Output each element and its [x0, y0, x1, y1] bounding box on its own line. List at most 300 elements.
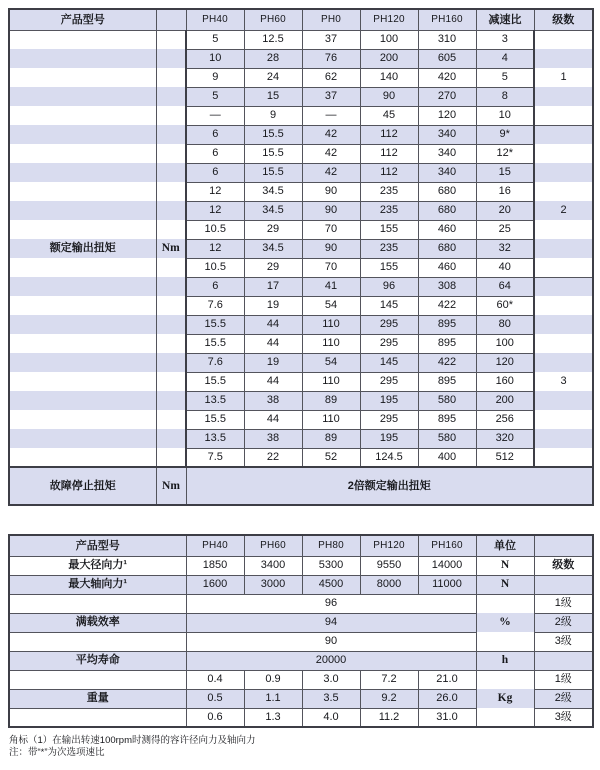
value-cell: 44: [244, 410, 302, 429]
value-cell: 4.0: [302, 708, 360, 727]
life-label: 平均寿命: [9, 651, 186, 670]
stage-cell: [534, 125, 593, 144]
label-spacer: [9, 68, 156, 87]
stage-cell: [534, 258, 593, 277]
value-cell: 6: [186, 277, 244, 296]
product-model-header: 产品型号: [9, 9, 156, 30]
value-cell: 420: [418, 68, 476, 87]
unit-spacer: [156, 448, 186, 467]
label-spacer: [9, 594, 186, 613]
torque-table-row: [9, 258, 593, 277]
value-cell: 15.5: [186, 410, 244, 429]
value-cell: 155: [360, 220, 418, 239]
stage-cell: [534, 315, 593, 334]
unit-spacer: [156, 201, 186, 220]
stage-cell: [534, 182, 593, 201]
torque-table-row: [9, 87, 593, 106]
value-cell: 195: [360, 391, 418, 410]
value-cell: 110: [302, 334, 360, 353]
value-cell: 6: [186, 125, 244, 144]
ratio-cell: 160: [476, 372, 534, 391]
efficiency-value: 94: [186, 613, 476, 632]
torque-table-row: [9, 315, 593, 334]
torque-table-row: [9, 49, 593, 68]
unit-spacer: [156, 144, 186, 163]
value-cell: 340: [418, 144, 476, 163]
value-cell: 29: [244, 220, 302, 239]
unit-cell: N: [476, 556, 534, 575]
unit-spacer: [156, 372, 186, 391]
stage-cell: 3级: [534, 708, 593, 727]
unit-header: 单位: [476, 535, 534, 556]
unit-spacer: [476, 708, 534, 727]
label-spacer: [9, 49, 156, 68]
value-cell: 44: [244, 315, 302, 334]
value-cell: 19: [244, 296, 302, 315]
torque-table-row: [9, 182, 593, 201]
stage-cell: [534, 30, 593, 49]
value-cell: 3000: [244, 575, 302, 594]
value-cell: 12: [186, 239, 244, 258]
model-header-ph160: PH160: [418, 535, 476, 556]
ratio-cell: 15: [476, 163, 534, 182]
ratio-header: 减速比: [476, 9, 534, 30]
unit-spacer: [156, 125, 186, 144]
value-cell: 22: [244, 448, 302, 467]
efficiency-row-3: [9, 632, 593, 651]
ratio-cell: 4: [476, 49, 534, 68]
unit-spacer: [156, 391, 186, 410]
label-spacer: [9, 708, 186, 727]
value-cell: 42: [302, 125, 360, 144]
model-header-ph120: PH120: [360, 9, 418, 30]
value-cell: 195: [360, 429, 418, 448]
specs-table: [8, 534, 594, 728]
label-spacer: [9, 30, 156, 49]
value-cell: 680: [418, 201, 476, 220]
value-cell: 41: [302, 277, 360, 296]
value-cell: 145: [360, 296, 418, 315]
unit-spacer: [156, 30, 186, 49]
value-cell: 460: [418, 220, 476, 239]
value-cell: 120: [418, 106, 476, 125]
stage-cell: [534, 239, 593, 258]
torque-table-row: [9, 296, 593, 315]
value-cell: 70: [302, 258, 360, 277]
ratio-cell: 25: [476, 220, 534, 239]
stage-group-label: 2: [534, 201, 593, 220]
value-cell: 310: [418, 30, 476, 49]
value-cell: 10.5: [186, 220, 244, 239]
model-header-ph120: PH120: [360, 535, 418, 556]
value-cell: 0.6: [186, 708, 244, 727]
torque-table-row: [9, 220, 593, 239]
efficiency-label: 满载效率: [9, 613, 186, 632]
value-cell: 1.1: [244, 689, 302, 708]
value-cell: 145: [360, 353, 418, 372]
torque-table-row: [9, 30, 593, 49]
value-cell: 5: [186, 87, 244, 106]
product-model-header: 产品型号: [9, 535, 186, 556]
value-cell: 28: [244, 49, 302, 68]
value-cell: 89: [302, 391, 360, 410]
value-cell: 90: [302, 182, 360, 201]
footnote-line: 角标（1）在输出转速100rpm时测得的容许径向力及轴向力: [9, 735, 256, 746]
ratio-cell: 40: [476, 258, 534, 277]
label-spacer: [9, 163, 156, 182]
value-cell: 13.5: [186, 429, 244, 448]
value-cell: 76: [302, 49, 360, 68]
model-header-ph0: PH0: [302, 9, 360, 30]
torque-table-row: [9, 163, 593, 182]
ratio-cell: 60*: [476, 296, 534, 315]
specs-header-row: [9, 535, 593, 556]
ratio-cell: 3: [476, 30, 534, 49]
value-cell: 580: [418, 391, 476, 410]
value-cell: 7.2: [360, 670, 418, 689]
label-spacer: [9, 258, 156, 277]
value-cell: 580: [418, 429, 476, 448]
value-cell: 15.5: [186, 372, 244, 391]
value-cell: 10.5: [186, 258, 244, 277]
value-cell: 200: [360, 49, 418, 68]
value-cell: 3.5: [302, 689, 360, 708]
torque-table-row: [9, 68, 593, 87]
label-spacer: [9, 182, 156, 201]
stages-header: 级数: [534, 9, 593, 30]
model-header-ph60: PH60: [244, 535, 302, 556]
unit-spacer: [476, 670, 534, 689]
ratio-cell: 32: [476, 239, 534, 258]
value-cell: 15.5: [186, 315, 244, 334]
value-cell: 340: [418, 125, 476, 144]
value-cell: 15.5: [244, 163, 302, 182]
value-cell: 9.2: [360, 689, 418, 708]
unit-spacer: [156, 220, 186, 239]
unit-spacer: [156, 163, 186, 182]
value-cell: 112: [360, 163, 418, 182]
label-spacer: [9, 106, 156, 125]
stage-cell: [534, 334, 593, 353]
value-cell: —: [302, 106, 360, 125]
efficiency-row-2: [9, 613, 593, 632]
value-cell: 340: [418, 163, 476, 182]
unit-column-header: [156, 9, 186, 30]
value-cell: 12.5: [244, 30, 302, 49]
label-spacer: [9, 125, 156, 144]
value-cell: 38: [244, 391, 302, 410]
unit-spacer: [156, 334, 186, 353]
value-cell: 42: [302, 163, 360, 182]
value-cell: 52: [302, 448, 360, 467]
label-spacer: [9, 144, 156, 163]
value-cell: 26.0: [418, 689, 476, 708]
value-cell: 8000: [360, 575, 418, 594]
torque-table-row: [9, 277, 593, 296]
value-cell: 0.4: [186, 670, 244, 689]
value-cell: 15.5: [244, 144, 302, 163]
value-cell: 400: [418, 448, 476, 467]
value-cell: 54: [302, 353, 360, 372]
stage-cell: [534, 220, 593, 239]
ratio-cell: 16: [476, 182, 534, 201]
value-cell: 13.5: [186, 391, 244, 410]
label-spacer: [9, 429, 156, 448]
unit-cell: Kg: [476, 689, 534, 708]
axial-force-row: [9, 575, 593, 594]
unit-cell: %: [476, 613, 534, 632]
footnote-line: 注：带“*”为次选项速比: [9, 747, 105, 758]
value-cell: 44: [244, 372, 302, 391]
stage-cell: [534, 163, 593, 182]
efficiency-value: 96: [186, 594, 476, 613]
ratio-cell: 64: [476, 277, 534, 296]
value-cell: 9: [244, 106, 302, 125]
torque-table-row: [9, 429, 593, 448]
value-cell: 11.2: [360, 708, 418, 727]
value-cell: 895: [418, 372, 476, 391]
stage-cell: [534, 391, 593, 410]
unit-spacer: [156, 258, 186, 277]
ratio-cell: 10: [476, 106, 534, 125]
life-value: 20000: [186, 651, 476, 670]
value-cell: 110: [302, 315, 360, 334]
stage-group-label: 3: [534, 372, 593, 391]
value-cell: 96: [360, 277, 418, 296]
value-cell: 19: [244, 353, 302, 372]
stage-cell: 3级: [534, 632, 593, 651]
stall-torque-row: [9, 467, 593, 505]
value-cell: 38: [244, 429, 302, 448]
value-cell: 31.0: [418, 708, 476, 727]
ratio-cell: 320: [476, 429, 534, 448]
value-cell: 295: [360, 315, 418, 334]
value-cell: 1.3: [244, 708, 302, 727]
label-spacer: [9, 277, 156, 296]
empty-header-cell: [534, 535, 593, 556]
value-cell: 7.6: [186, 296, 244, 315]
stage-cell: [534, 410, 593, 429]
value-cell: 44: [244, 334, 302, 353]
label-spacer: [9, 410, 156, 429]
life-row: [9, 651, 593, 670]
value-cell: 12: [186, 182, 244, 201]
model-header-ph40: PH40: [186, 9, 244, 30]
model-header-ph80: PH80: [302, 535, 360, 556]
torque-table-row: [9, 239, 593, 258]
weight-row-2: [9, 689, 593, 708]
value-cell: 15.5: [244, 125, 302, 144]
stage-cell: [534, 296, 593, 315]
unit-spacer: [156, 410, 186, 429]
unit-spacer: [156, 106, 186, 125]
value-cell: 140: [360, 68, 418, 87]
ratio-cell: 5: [476, 68, 534, 87]
radial-force-row: [9, 556, 593, 575]
stall-torque-unit: Nm: [156, 467, 186, 505]
value-cell: 5: [186, 30, 244, 49]
ratio-cell: 256: [476, 410, 534, 429]
unit-cell: N: [476, 575, 534, 594]
torque-table-row: [9, 144, 593, 163]
torque-table-row: [9, 448, 593, 467]
value-cell: 235: [360, 239, 418, 258]
value-cell: 10: [186, 49, 244, 68]
empty-cell: [534, 575, 593, 594]
weight-label: 重量: [9, 689, 186, 708]
ratio-cell: 512: [476, 448, 534, 467]
stage-cell: [534, 429, 593, 448]
value-cell: 11000: [418, 575, 476, 594]
torque-table-row: [9, 125, 593, 144]
stage-cell: 2级: [534, 689, 593, 708]
value-cell: 34.5: [244, 201, 302, 220]
value-cell: 90: [302, 239, 360, 258]
unit-spacer: [156, 296, 186, 315]
value-cell: 9: [186, 68, 244, 87]
value-cell: 110: [302, 410, 360, 429]
value-cell: 270: [418, 87, 476, 106]
value-cell: 7.6: [186, 353, 244, 372]
label-spacer: [9, 220, 156, 239]
value-cell: 15: [244, 87, 302, 106]
model-header-ph60: PH60: [244, 9, 302, 30]
value-cell: 34.5: [244, 182, 302, 201]
value-cell: 4500: [302, 575, 360, 594]
ratio-cell: 8: [476, 87, 534, 106]
value-cell: 24: [244, 68, 302, 87]
label-spacer: [9, 296, 156, 315]
value-cell: 42: [302, 144, 360, 163]
unit-spacer: [156, 277, 186, 296]
value-cell: 37: [302, 87, 360, 106]
value-cell: 15.5: [186, 334, 244, 353]
unit-spacer: [156, 68, 186, 87]
unit-spacer: [156, 87, 186, 106]
empty-cell: [534, 651, 593, 670]
weight-row-1: [9, 670, 593, 689]
model-header-ph40: PH40: [186, 535, 244, 556]
unit-spacer: [156, 353, 186, 372]
value-cell: 124.5: [360, 448, 418, 467]
value-cell: 1850: [186, 556, 244, 575]
value-cell: 5300: [302, 556, 360, 575]
value-cell: 295: [360, 334, 418, 353]
torque-table-row: [9, 353, 593, 372]
value-cell: 12: [186, 201, 244, 220]
value-cell: 6: [186, 163, 244, 182]
value-cell: 0.9: [244, 670, 302, 689]
torque-table-row: [9, 410, 593, 429]
stages-label-cell: 级数: [534, 556, 593, 575]
stage-cell: [534, 277, 593, 296]
value-cell: 155: [360, 258, 418, 277]
value-cell: 308: [418, 277, 476, 296]
torque-row-unit: Nm: [156, 239, 186, 258]
ratio-cell: 9*: [476, 125, 534, 144]
ratio-cell: 120: [476, 353, 534, 372]
value-cell: 422: [418, 353, 476, 372]
value-cell: 0.5: [186, 689, 244, 708]
value-cell: 21.0: [418, 670, 476, 689]
value-cell: 295: [360, 410, 418, 429]
ratio-cell: 200: [476, 391, 534, 410]
value-cell: 37: [302, 30, 360, 49]
label-spacer: [9, 391, 156, 410]
value-cell: 1600: [186, 575, 244, 594]
value-cell: 62: [302, 68, 360, 87]
unit-spacer: [156, 315, 186, 334]
torque-table-row: [9, 372, 593, 391]
stage-cell: [534, 144, 593, 163]
ratio-cell: 100: [476, 334, 534, 353]
value-cell: 100: [360, 30, 418, 49]
value-cell: 680: [418, 239, 476, 258]
rated-torque-table: [8, 8, 594, 506]
value-cell: 89: [302, 429, 360, 448]
value-cell: 7.5: [186, 448, 244, 467]
value-cell: 70: [302, 220, 360, 239]
torque-table-header-row: [9, 9, 593, 30]
value-cell: 112: [360, 144, 418, 163]
value-cell: 90: [360, 87, 418, 106]
torque-row-label: 额定输出扭矩: [9, 239, 156, 258]
value-cell: —: [186, 106, 244, 125]
stage-cell: [534, 448, 593, 467]
value-cell: 29: [244, 258, 302, 277]
value-cell: 895: [418, 334, 476, 353]
stage-cell: 2级: [534, 613, 593, 632]
value-cell: 605: [418, 49, 476, 68]
value-cell: 895: [418, 315, 476, 334]
stage-cell: [534, 49, 593, 68]
stage-cell: [534, 87, 593, 106]
efficiency-row-1: [9, 594, 593, 613]
label-spacer: [9, 353, 156, 372]
value-cell: 3.0: [302, 670, 360, 689]
value-cell: 6: [186, 144, 244, 163]
torque-table-row: [9, 334, 593, 353]
axial-force-label: 最大轴向力¹: [9, 575, 186, 594]
label-spacer: [9, 315, 156, 334]
unit-spacer: [156, 182, 186, 201]
value-cell: 422: [418, 296, 476, 315]
radial-force-label: 最大径向力¹: [9, 556, 186, 575]
value-cell: 460: [418, 258, 476, 277]
label-spacer: [9, 334, 156, 353]
model-header-ph160: PH160: [418, 9, 476, 30]
value-cell: 295: [360, 372, 418, 391]
value-cell: 17: [244, 277, 302, 296]
label-spacer: [9, 670, 186, 689]
ratio-cell: 80: [476, 315, 534, 334]
value-cell: 110: [302, 372, 360, 391]
stage-cell: 1级: [534, 670, 593, 689]
value-cell: 54: [302, 296, 360, 315]
value-cell: 90: [302, 201, 360, 220]
weight-row-3: [9, 708, 593, 727]
label-spacer: [9, 87, 156, 106]
value-cell: 34.5: [244, 239, 302, 258]
stage-cell: [534, 353, 593, 372]
unit-spacer: [156, 429, 186, 448]
ratio-cell: 12*: [476, 144, 534, 163]
value-cell: 235: [360, 201, 418, 220]
stage-cell: 1级: [534, 594, 593, 613]
footnotes: [9, 735, 592, 759]
value-cell: 14000: [418, 556, 476, 575]
torque-table-row: [9, 391, 593, 410]
